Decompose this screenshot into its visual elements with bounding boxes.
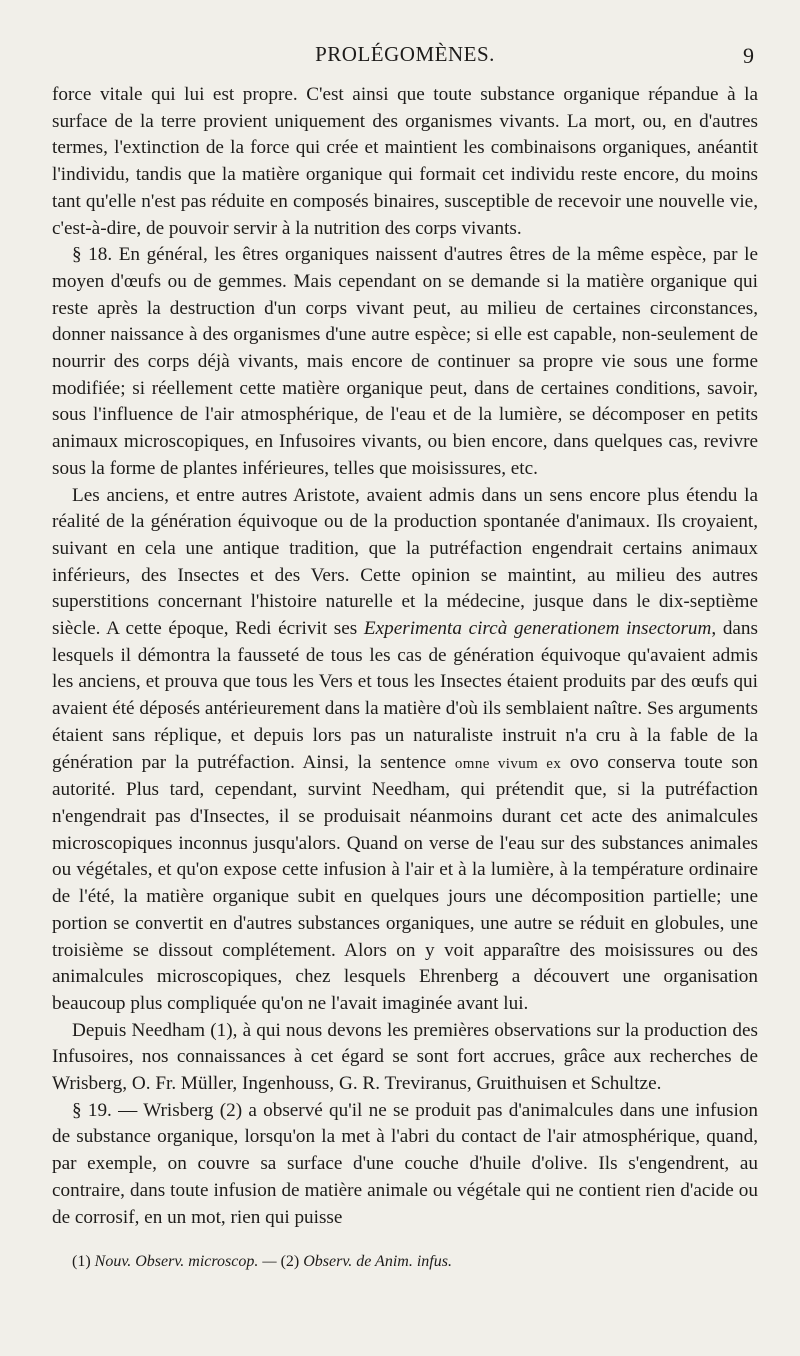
footnotes — [52, 1253, 758, 1271]
footnote-2-text: Observ. de Anim. infus. — [303, 1253, 452, 1271]
paragraph-3-text-after: ovo conserva toute son autorité. Plus tard, cependant, survint Needham, qui prétendit que, si la putréfaction n'engendrait pas d'Insectes, il se produisait néanmoins durant cet acte des animalcules microscopiques inconnus jusqu'alors. Quand on verse de l'eau sur des substances animales ou végétales, et qu'on expose cette infusion à l'air et à la lumière, à la température ordinaire de l'été, la matière organique subit en quelques jours une décomposition partielle; une portion se convertit en d'autres substances organiques, une autre se réduit en globules, une troisième se dissout complétement. Alors on y voit apparaître des moisissures ou des animalcules microscopiques, chez lesquels Ehrenberg a découvert une organisation beaucoup plus compliquée qu'on ne l'avait imaginée avant lui. — [52, 751, 759, 1014]
footnote-separator: — — [258, 1253, 281, 1271]
paragraph-3-anciens — [52, 483, 758, 1018]
footnote-1-text: Nouv. Observ. microscop. — [94, 1253, 259, 1271]
book-page — [52, 40, 758, 1271]
book-title-experimenta: Experimenta circà generationem insectorum — [363, 618, 712, 640]
latin-maxim-smallcaps: omne vivum ex — [454, 755, 562, 772]
footnote-2-number: (2) — [280, 1253, 300, 1271]
body-text — [52, 82, 758, 1231]
paragraph-3-text-before: Les anciens, et entre autres Aristote, avaient admis dans un sens encore plus étendu la réalité de la génération équivoque ou de la production spontanée d'animaux. Ils croyaient, suivant en cela une antique tradition, que la putréfaction engendrait certains animaux inférieurs, des Insectes et des Vers. Cette opinion se maintint, au milieu des autres superstitions concernant l'histoire naturelle et la médecine, jusque dans le dix-septième siècle. A cette époque, Redi écrivit ses — [52, 484, 758, 640]
paragraph-1: force vitale qui lui est propre. C'est ainsi que toute substance organique répandue à la surface de la terre provient uniquement des organismes vivants. La mort, ou, en d'autres termes, l'extinction de la force qui crée et maintient les combinaisons organiques, anéantit l'individu, tandis que la matière organique qui formait cet individu reste encore, du moins tant qu'elle n'est pas réduite en composés binaires, susceptible de recevoir une nouvelle vie, c'est-à-dire, de pouvoir servir à la nutrition des corps vivants. — [52, 84, 758, 239]
page-header — [52, 40, 758, 74]
paragraph-5-section-19: § 19. — Wrisberg (2) a observé qu'il ne se produit pas d'animalcules dans une infusion de substance organique, lorsqu'on la met à l'abri du contact de l'air atmosphérique, quand, par exemple, on couvre sa surface d'une couche d'huile d'olive. Ils s'engendrent, au contraire, dans toute infusion de matière animale ou végétale qui ne contient rien d'acide ou de corrosif, en un mot, rien qui puisse — [52, 1099, 758, 1228]
paragraph-2-section-18: § 18. En général, les êtres organiques naissent d'autres êtres de la même espèce, par le moyen d'œufs ou de gemmes. Mais cependant on se demande si la matière organique qui reste après la destruction d'un corps vivant peut, au milieu de certaines circonstances, donner naissance à des organismes d'une autre espèce; si elle est capable, non-seulement de nourrir des corps déjà vivants, mais encore de continuer sa propre vie sous une forme modifiée; si réellement cette matière organique peut, dans de certaines conditions, savoir, sous l'influence de l'air atmosphérique, de l'eau et de la lumière, se décomposer en petits animaux microscopiques, en Infusoires vivants, ou bien encore, dans quelques cas, revivre sous la forme de plantes inférieures, telles que moisissures, etc. — [52, 244, 758, 479]
paragraph-3-text-middle: , dans lesquels il démontra la fausseté de tous les cas de génération équivoque qu'avaient admis les anciens, et prouva que tous les Vers et tous les Insectes étaient produits par des œufs qui avaient été déposés antérieurement dans la matière d'où ils semblaient naître. Ses arguments étaient sans réplique, et depuis lors pas un naturaliste instruit n'a cru à la fable de la génération par la putréfaction. Ainsi, la sentence — [52, 618, 758, 773]
paragraph-4-needham: Depuis Needham (1), à qui nous devons les premières observations sur la production des Infusoires, nos connaissances à cet égard se sont fort accrues, grâce aux recherches de Wrisberg, O. Fr. Müller, Ingenhouss, G. R. Treviranus, Gruithuisen et Schultze. — [52, 1019, 758, 1095]
footnote-1-number: (1) — [72, 1253, 91, 1271]
page-number: 9 — [743, 43, 754, 68]
running-head: PROLÉGOMÈNES. — [315, 42, 495, 66]
